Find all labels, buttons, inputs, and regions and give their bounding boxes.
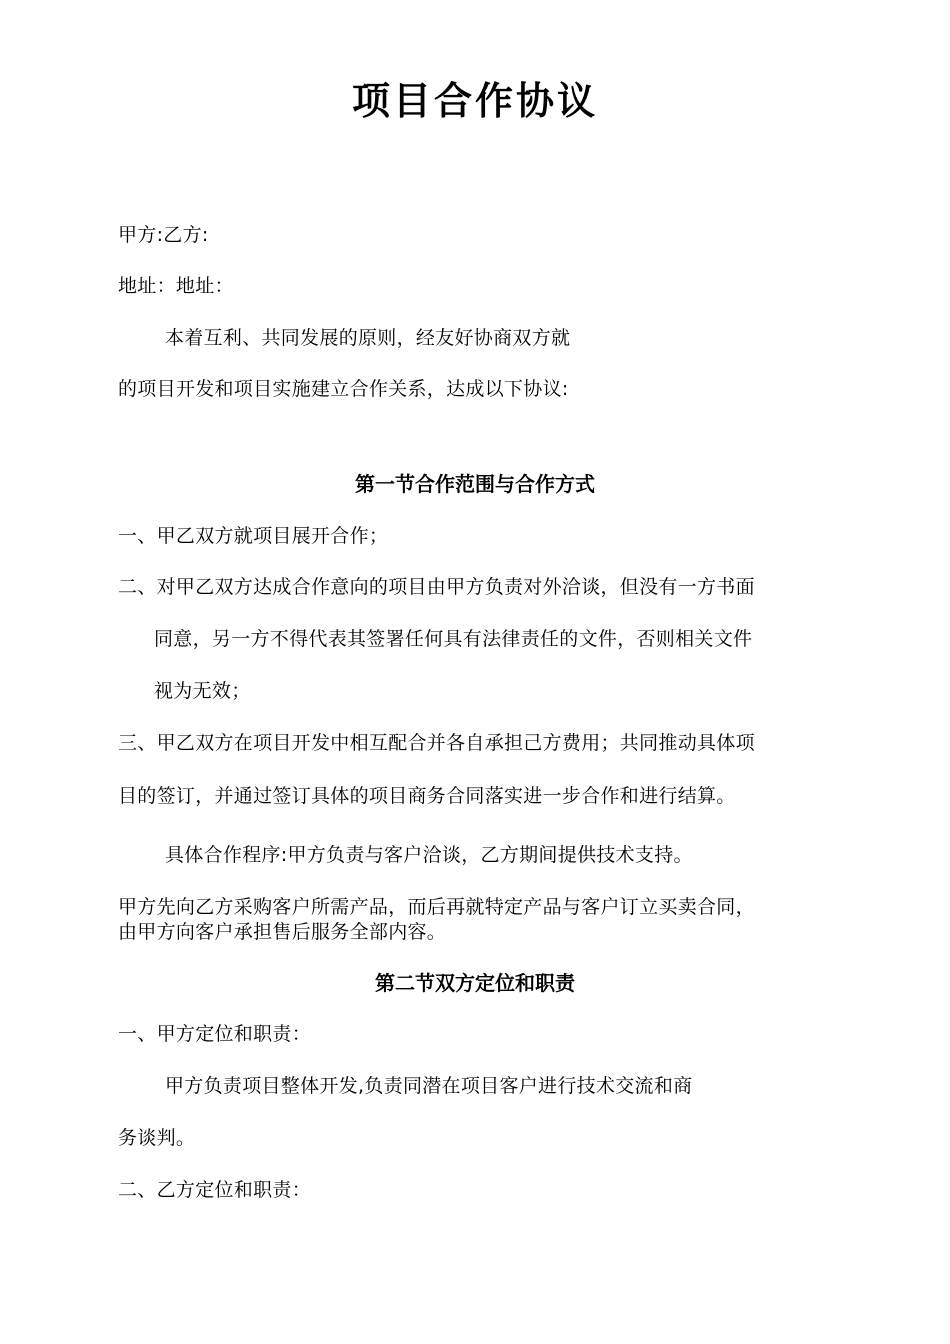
section-1-item-3-line-1: 三、甲乙双方在项目开发中相互配合并各自承担己方费用；共同推动具体项 <box>118 732 755 754</box>
section-1-item-2-line-2: 同意，另一方不得代表其签署任何具有法律责任的文件，否则相关文件 <box>154 628 753 650</box>
section-2-heading: 第二节双方定位和职责 <box>375 971 575 995</box>
section-1-item-2-line-3: 视为无效； <box>154 680 251 702</box>
section-2-item-2: 二、乙方定位和职责： <box>118 1179 312 1201</box>
document-title: 项目合作协议 <box>351 79 598 123</box>
preamble-line-2: 的项目开发和项目实施建立合作关系，达成以下协议: <box>118 378 569 400</box>
section-1-item-2-line-1: 二、对甲乙双方达成合作意向的项目由甲方负责对外洽谈，但没有一方书面 <box>118 576 755 598</box>
section-2-item-1-body-line-1: 甲方负责项目整体开发,负责同潜在项目客户进行技术交流和商 <box>165 1075 693 1097</box>
section-2-item-1: 一、甲方定位和职责： <box>118 1023 312 1045</box>
purchase-line-1: 甲方先向乙方采购客户所需产品，而后再就特定产品与客户订立买卖合同， <box>118 896 755 918</box>
purchase-line-2: 由甲方向客户承担售后服务全部内容。 <box>118 921 447 943</box>
section-1-item-1: 一、甲乙双方就项目展开合作； <box>118 525 389 547</box>
preamble-line-1: 本着互利、共同发展的原则，经友好协商双方就 <box>165 327 571 349</box>
section-1-item-3-line-2: 目的签订，并通过签订具体的项目商务合同落实进一步合作和进行结算。 <box>118 785 736 807</box>
section-1-heading: 第一节合作范围与合作方式 <box>355 472 595 496</box>
procedure-line: 具体合作程序:甲方负责与客户洽谈，乙方期间提供技术支持。 <box>165 844 693 866</box>
parties-line: 甲方:乙方: <box>118 224 209 246</box>
address-line: 地址：地址： <box>118 275 234 297</box>
section-2-item-1-body-line-2: 务谈判。 <box>118 1127 196 1149</box>
